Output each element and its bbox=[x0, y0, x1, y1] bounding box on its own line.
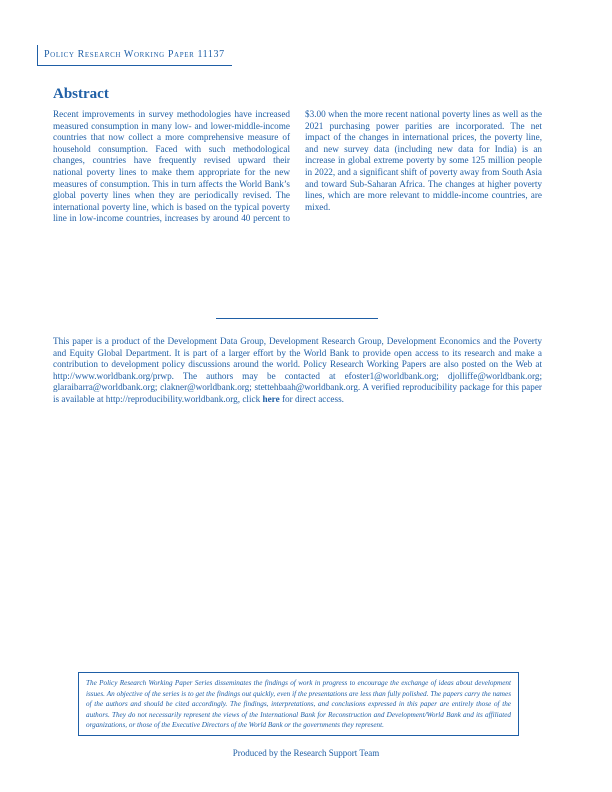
summary-text-before: This paper is a product of the Development Data Group, Development Research Group, Development Economics and the Poverty and Equity Global Department. It is part of a larger effort by the World Bank to provide open access to its research and make a contribution to development policy discussions around the world. Policy Research Working Papers are also posted on the Web at http://www.worldbank.org/prwp. The authors may be contacted at efoster1@worldbank.org; djolliffe@worldbank.org; glaraibarra@worldbank.org; clakner@worldbank.org; stettehbaah@worldbank.org. A verified reproducibility package for this paper is available at http://reproducibility.worldbank.org, click bbox=[53, 336, 542, 404]
disclaimer-box bbox=[78, 672, 519, 736]
series-label: Policy Research Working Paper 11137 bbox=[44, 49, 225, 60]
produced-by: Produced by the Research Support Team bbox=[232, 748, 380, 758]
reproducibility-link[interactable]: here bbox=[262, 393, 280, 404]
summary-text-after: for direct access. bbox=[279, 393, 344, 404]
disclaimer-text: The Policy Research Working Paper Series disseminates the findings of work in progress to encourage the exchange of ideas about development issues. An objective of the series is to get the findings out quickly, even if the presentations are less than fully polished. The papers carry the names of the authors and should be cited accordingly. The findings, interpretations, and conclusions expressed in this paper are entirely those of the authors. They do not necessarily represent the views of the International Bank for Reconstruction and Development/World Bank and its affiliated organizations, or those of the Executive Directors of the World Bank or the governments they represent. bbox=[86, 679, 511, 730]
abstract-text: Recent improvements in survey methodologies have increased measured consumption in many low- and lower-middle-income countries that now collect a more comprehensive measure of household consumption. Faced with such methodological changes, countries have frequently revised upward their national poverty lines to make them appropriate for the new measures of consumption. This in turn affects the World Bank’s global poverty lines when they are periodically revised. The international poverty line, which is based on the typical poverty line in low-income countries, increases by around 40 percent to $3.00 when the more recent national poverty lines as well as the 2021 purchasing power parities are incorporated. The net impact of the changes in international prices, the poverty line, and new survey data (including new data for India) is an increase in global extreme poverty by some 125 million people in 2022, and a significant shift of poverty away from South Asia and toward Sub-Saharan Africa. The changes at higher poverty lines, which are more relevant to middle-income countries, are mixed. bbox=[53, 109, 542, 224]
paper-summary bbox=[53, 336, 542, 406]
abstract-heading: Abstract bbox=[53, 86, 109, 102]
abstract-body bbox=[53, 109, 542, 241]
section-divider bbox=[216, 318, 378, 319]
series-header-box bbox=[37, 45, 232, 66]
